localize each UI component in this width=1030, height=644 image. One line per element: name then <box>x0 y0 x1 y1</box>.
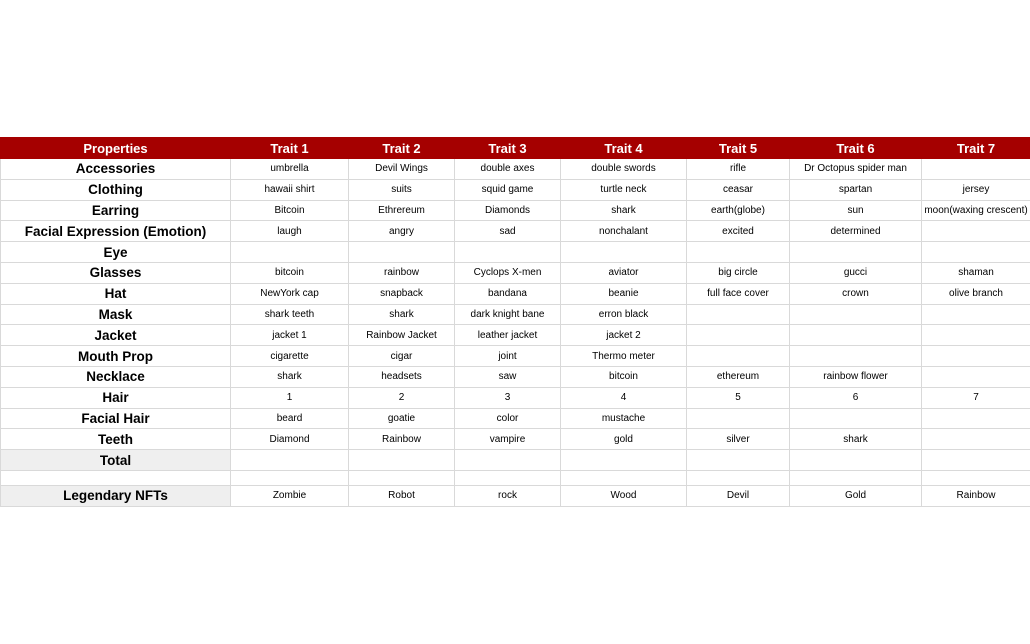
trait-cell[interactable]: Diamond <box>231 429 349 450</box>
trait-cell[interactable] <box>455 242 561 263</box>
trait-cell[interactable] <box>561 242 687 263</box>
trait-cell[interactable]: cigarette <box>231 346 349 367</box>
property-cell[interactable]: Earring <box>1 200 231 221</box>
trait-cell[interactable] <box>455 470 561 485</box>
trait-cell[interactable]: shark <box>561 200 687 221</box>
trait-cell[interactable]: joint <box>455 346 561 367</box>
trait-cell[interactable] <box>561 450 687 471</box>
trait-cell[interactable]: gold <box>561 429 687 450</box>
trait-cell[interactable] <box>455 450 561 471</box>
header-trait-3[interactable]: Trait 3 <box>455 138 561 159</box>
trait-cell[interactable]: 4 <box>561 387 687 408</box>
trait-cell[interactable]: 5 <box>687 387 790 408</box>
property-cell[interactable]: Hair <box>1 387 231 408</box>
trait-cell[interactable]: cigar <box>349 346 455 367</box>
total-row <box>1 450 1030 471</box>
trait-cell[interactable]: Zombie <box>231 485 349 506</box>
trait-cell[interactable]: beanie <box>561 283 687 304</box>
trait-cell[interactable] <box>790 304 922 325</box>
trait-cell[interactable] <box>790 325 922 346</box>
trait-cell[interactable] <box>687 304 790 325</box>
trait-cell[interactable]: gucci <box>790 262 922 283</box>
trait-cell[interactable]: 3 <box>455 387 561 408</box>
trait-cell[interactable]: determined <box>790 221 922 242</box>
trait-cell[interactable]: Bitcoin <box>231 200 349 221</box>
trait-cell[interactable]: rifle <box>687 159 790 180</box>
property-cell[interactable]: Legendary NFTs <box>1 485 231 506</box>
table-row <box>1 242 1030 263</box>
property-cell[interactable]: Jacket <box>1 325 231 346</box>
trait-cell[interactable]: crown <box>790 283 922 304</box>
trait-cell[interactable]: olive branch <box>922 283 1030 304</box>
trait-cell[interactable]: spartan <box>790 179 922 200</box>
trait-cell[interactable]: aviator <box>561 262 687 283</box>
trait-cell[interactable]: Rainbow Jacket <box>349 325 455 346</box>
trait-cell[interactable]: Cyclops X-men <box>455 262 561 283</box>
trait-cell[interactable]: shark <box>349 304 455 325</box>
property-cell[interactable]: Mouth Prop <box>1 346 231 367</box>
trait-cell[interactable]: nonchalant <box>561 221 687 242</box>
trait-cell[interactable]: rainbow flower <box>790 366 922 387</box>
trait-cell[interactable]: 6 <box>790 387 922 408</box>
trait-cell[interactable]: 7 <box>922 387 1030 408</box>
table-row <box>1 346 1030 367</box>
trait-cell[interactable]: Ethrereum <box>349 200 455 221</box>
trait-cell[interactable] <box>922 429 1030 450</box>
trait-cell[interactable]: jacket 2 <box>561 325 687 346</box>
trait-cell[interactable]: Diamonds <box>455 200 561 221</box>
trait-cell[interactable] <box>790 346 922 367</box>
traits-table <box>0 137 1030 507</box>
trait-cell[interactable]: umbrella <box>231 159 349 180</box>
trait-cell[interactable] <box>687 242 790 263</box>
trait-cell[interactable] <box>922 346 1030 367</box>
property-cell[interactable]: Eye <box>1 242 231 263</box>
table-row <box>1 387 1030 408</box>
property-cell[interactable]: Facial Hair <box>1 408 231 429</box>
table-row <box>1 429 1030 450</box>
trait-cell[interactable] <box>349 242 455 263</box>
table-row <box>1 159 1030 180</box>
property-cell[interactable]: Accessories <box>1 159 231 180</box>
trait-cell[interactable] <box>687 408 790 429</box>
property-cell[interactable] <box>1 470 231 485</box>
trait-cell[interactable] <box>790 450 922 471</box>
trait-cell[interactable]: double swords <box>561 159 687 180</box>
trait-cell[interactable]: Gold <box>790 485 922 506</box>
property-cell[interactable]: Teeth <box>1 429 231 450</box>
trait-cell[interactable]: Devil <box>687 485 790 506</box>
trait-cell[interactable] <box>231 242 349 263</box>
table-row <box>1 366 1030 387</box>
trait-cell[interactable] <box>687 346 790 367</box>
trait-cell[interactable] <box>922 242 1030 263</box>
trait-cell[interactable]: bandana <box>455 283 561 304</box>
trait-cell[interactable]: ceasar <box>687 179 790 200</box>
trait-cell[interactable]: big circle <box>687 262 790 283</box>
trait-cell[interactable] <box>922 470 1030 485</box>
trait-cell[interactable]: vampire <box>455 429 561 450</box>
property-cell[interactable]: Glasses <box>1 262 231 283</box>
property-cell[interactable]: Clothing <box>1 179 231 200</box>
trait-cell[interactable] <box>922 159 1030 180</box>
trait-cell[interactable]: leather jacket <box>455 325 561 346</box>
header-properties[interactable]: Properties <box>1 138 231 159</box>
table-body <box>1 159 1030 507</box>
trait-cell[interactable]: ethereum <box>687 366 790 387</box>
trait-cell[interactable] <box>790 408 922 429</box>
trait-cell[interactable] <box>349 470 455 485</box>
trait-cell[interactable]: bitcoin <box>231 262 349 283</box>
trait-cell[interactable] <box>687 470 790 485</box>
trait-cell[interactable]: Robot <box>349 485 455 506</box>
header-trait-5[interactable]: Trait 5 <box>687 138 790 159</box>
trait-cell[interactable]: erron black <box>561 304 687 325</box>
header-trait-7[interactable]: Trait 7 <box>922 138 1030 159</box>
trait-cell[interactable] <box>231 470 349 485</box>
table-row <box>1 200 1030 221</box>
header-trait-1[interactable]: Trait 1 <box>231 138 349 159</box>
trait-cell[interactable] <box>561 470 687 485</box>
header-trait-2[interactable]: Trait 2 <box>349 138 455 159</box>
table-header <box>1 138 1030 159</box>
trait-cell[interactable]: sad <box>455 221 561 242</box>
trait-cell[interactable]: Dr Octopus spider man <box>790 159 922 180</box>
trait-cell[interactable] <box>922 221 1030 242</box>
trait-cell[interactable]: Thermo meter <box>561 346 687 367</box>
trait-cell[interactable]: saw <box>455 366 561 387</box>
trait-cell[interactable] <box>922 450 1030 471</box>
trait-cell[interactable]: 2 <box>349 387 455 408</box>
property-cell[interactable]: Facial Expression (Emotion) <box>1 221 231 242</box>
trait-cell[interactable]: rainbow <box>349 262 455 283</box>
trait-cell[interactable]: goatie <box>349 408 455 429</box>
trait-cell[interactable]: rock <box>455 485 561 506</box>
trait-cell[interactable]: Rainbow <box>922 485 1030 506</box>
trait-cell[interactable]: 1 <box>231 387 349 408</box>
table-row <box>1 283 1030 304</box>
header-row <box>1 138 1030 159</box>
trait-cell[interactable]: Wood <box>561 485 687 506</box>
trait-cell[interactable]: double axes <box>455 159 561 180</box>
property-cell[interactable]: Mask <box>1 304 231 325</box>
trait-cell[interactable]: full face cover <box>687 283 790 304</box>
property-cell[interactable]: Necklace <box>1 366 231 387</box>
trait-cell[interactable]: suits <box>349 179 455 200</box>
trait-cell[interactable]: snapback <box>349 283 455 304</box>
trait-cell[interactable]: silver <box>687 429 790 450</box>
trait-cell[interactable]: Rainbow <box>349 429 455 450</box>
trait-cell[interactable] <box>349 450 455 471</box>
trait-cell[interactable] <box>790 242 922 263</box>
table-row <box>1 304 1030 325</box>
trait-cell[interactable] <box>922 325 1030 346</box>
trait-cell[interactable]: NewYork cap <box>231 283 349 304</box>
trait-cell[interactable] <box>687 325 790 346</box>
spacer-row <box>1 470 1030 485</box>
trait-cell[interactable]: bitcoin <box>561 366 687 387</box>
trait-cell[interactable]: Devil Wings <box>349 159 455 180</box>
trait-cell[interactable]: dark knight bane <box>455 304 561 325</box>
legendary-row <box>1 485 1030 506</box>
trait-cell[interactable]: turtle neck <box>561 179 687 200</box>
trait-cell[interactable] <box>790 470 922 485</box>
trait-cell[interactable]: shaman <box>922 262 1030 283</box>
trait-cell[interactable] <box>922 408 1030 429</box>
trait-cell[interactable]: shark <box>790 429 922 450</box>
table-row <box>1 262 1030 283</box>
trait-cell[interactable]: jacket 1 <box>231 325 349 346</box>
trait-cell[interactable]: jersey <box>922 179 1030 200</box>
trait-cell[interactable]: squid game <box>455 179 561 200</box>
trait-cell[interactable]: headsets <box>349 366 455 387</box>
table-row <box>1 325 1030 346</box>
trait-cell[interactable]: sun <box>790 200 922 221</box>
trait-cell[interactable]: hawaii shirt <box>231 179 349 200</box>
trait-cell[interactable]: moon(waxing crescent) <box>922 200 1030 221</box>
trait-cell[interactable]: shark <box>231 366 349 387</box>
trait-cell[interactable]: beard <box>231 408 349 429</box>
table-row <box>1 408 1030 429</box>
trait-cell[interactable]: angry <box>349 221 455 242</box>
trait-cell[interactable]: excited <box>687 221 790 242</box>
trait-cell[interactable] <box>922 366 1030 387</box>
trait-cell[interactable]: earth(globe) <box>687 200 790 221</box>
trait-cell[interactable]: shark teeth <box>231 304 349 325</box>
trait-cell[interactable] <box>231 450 349 471</box>
trait-cell[interactable]: laugh <box>231 221 349 242</box>
header-trait-4[interactable]: Trait 4 <box>561 138 687 159</box>
trait-cell[interactable]: color <box>455 408 561 429</box>
table-row <box>1 179 1030 200</box>
trait-cell[interactable]: mustache <box>561 408 687 429</box>
trait-cell[interactable] <box>687 450 790 471</box>
table-row <box>1 221 1030 242</box>
property-cell[interactable]: Hat <box>1 283 231 304</box>
property-cell[interactable]: Total <box>1 450 231 471</box>
trait-cell[interactable] <box>922 304 1030 325</box>
header-trait-6[interactable]: Trait 6 <box>790 138 922 159</box>
